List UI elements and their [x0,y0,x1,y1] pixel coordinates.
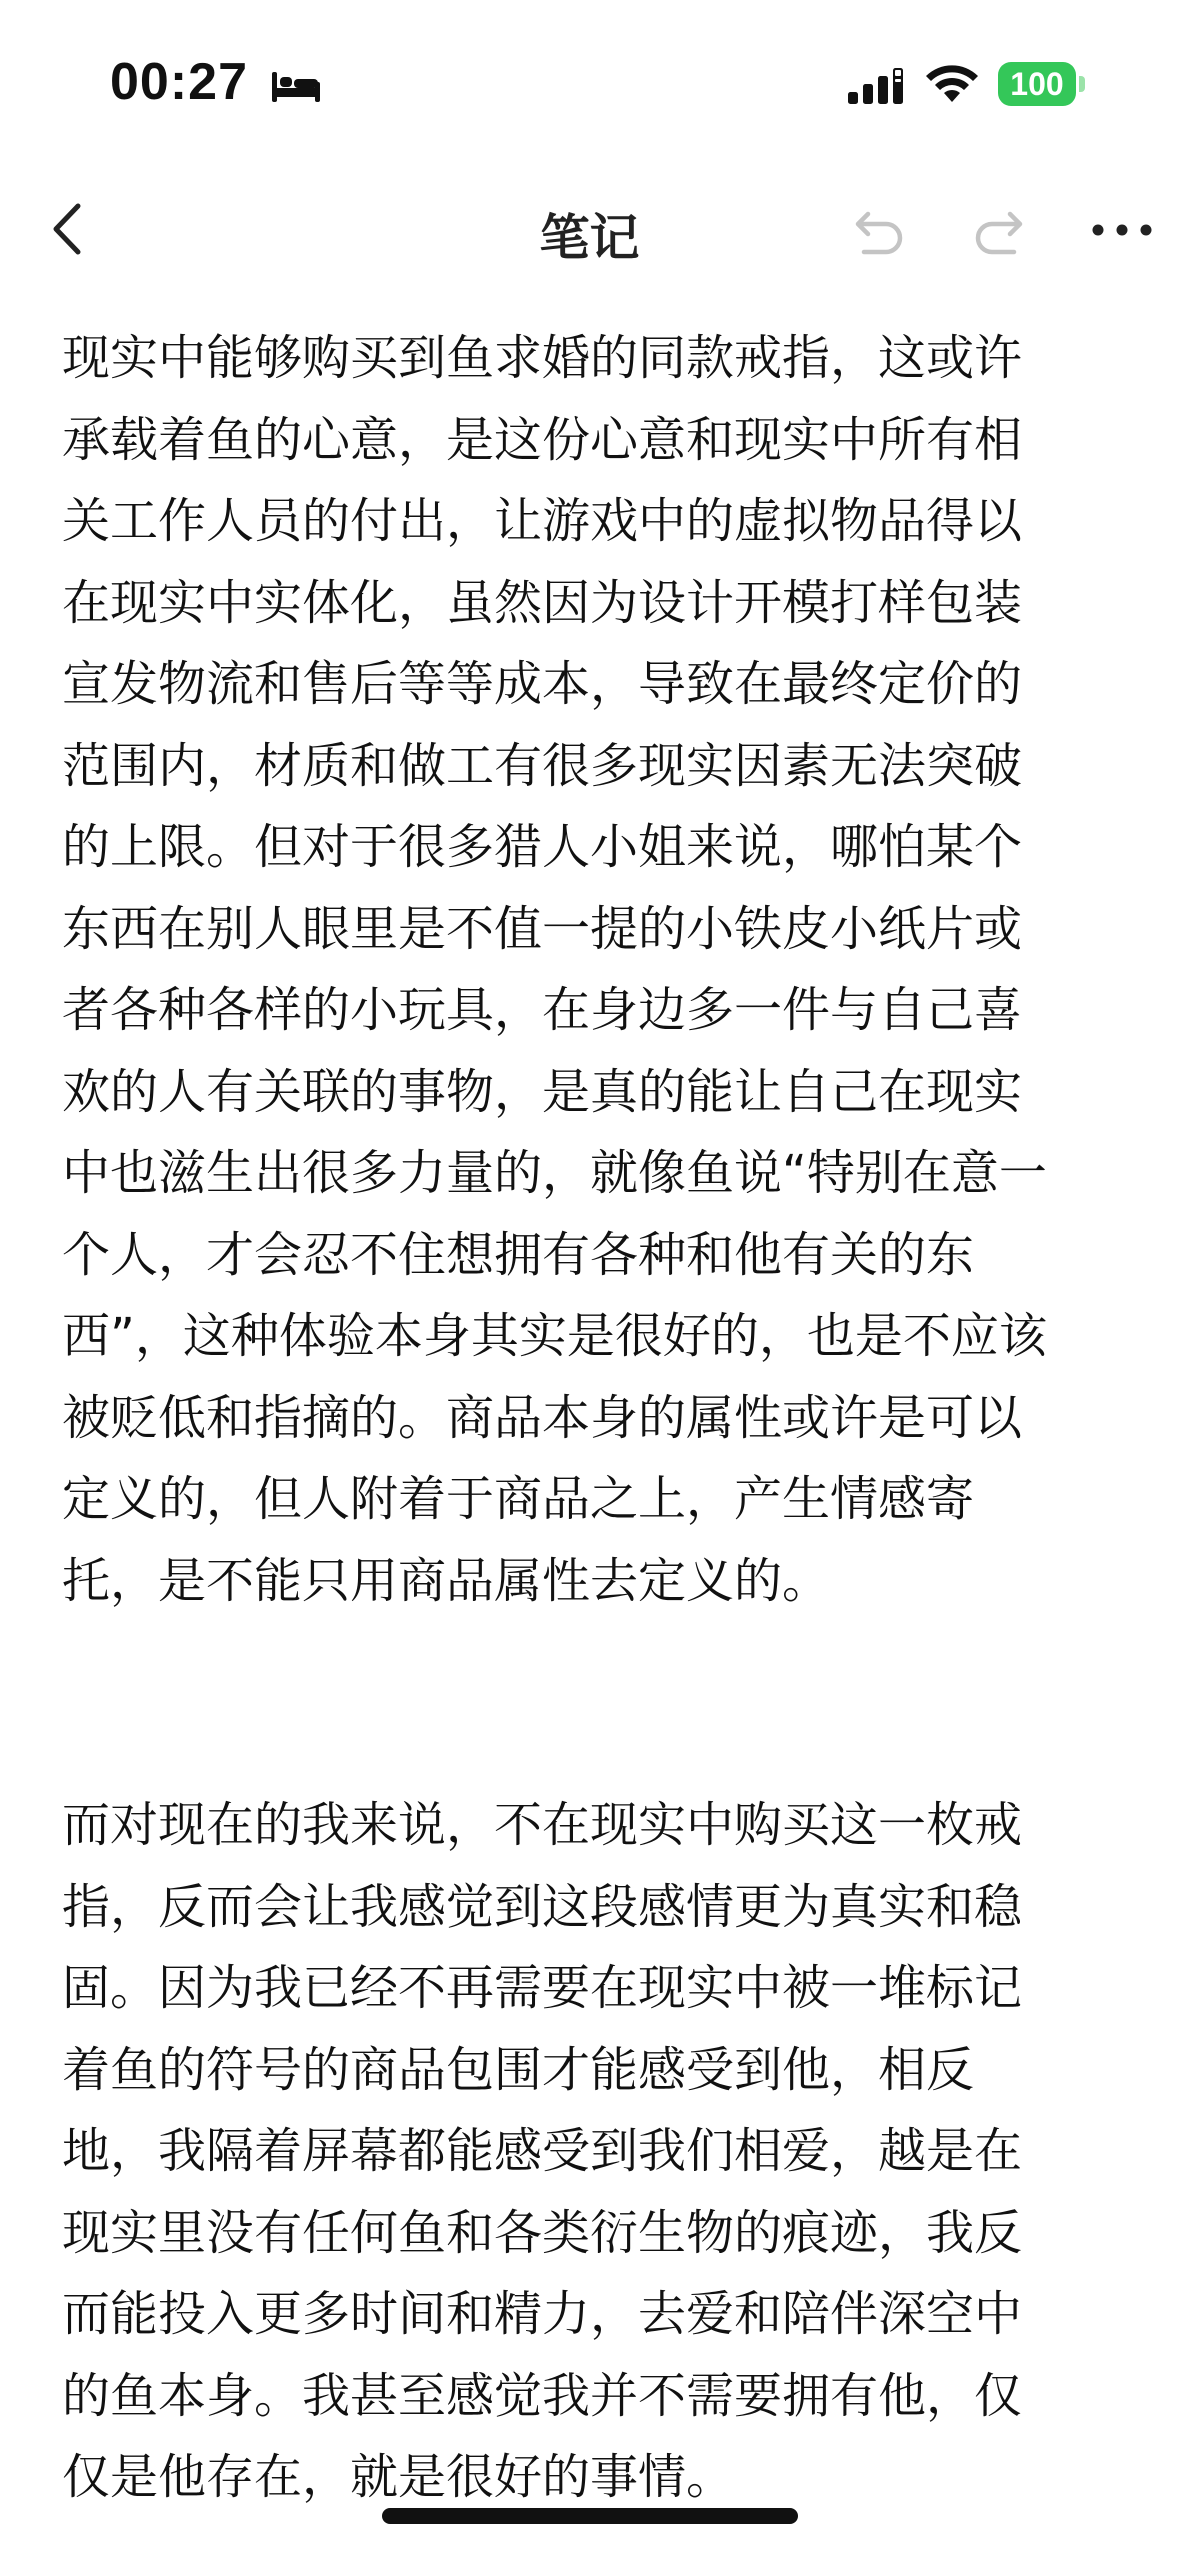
note-line: 的上限。但对于很多猎人小姐来说，哪怕某个 [62,819,1023,875]
note-line: 仅是他存在，就是很好的事情。 [62,2449,735,2505]
note-line: 定义的，但人附着于商品之上，产生情感寄 [62,1471,975,1527]
note-line: 者各种各样的小玩具，在身边多一件与自己喜 [62,982,1023,1038]
note-line: 个人，才会忍不住想拥有各种和他有关的东 [62,1226,975,1283]
cellular-signal-icon [846,64,908,108]
battery-cap [1079,76,1085,92]
note-line: 现实里没有任何鱼和各类衍生物的痕迹，我反 [62,2204,1023,2261]
note-line: 关工作人员的付出，让游戏中的虚拟物品得以 [62,493,1023,549]
note-line: 指，反而会让我感觉到这段感情更为真实和稳 [62,1878,1023,1935]
note-paragraph-1 [62,318,1124,1622]
note-line: 宣发物流和售后等等成本，导致在最终定价的 [62,656,1023,712]
note-line: 而对现在的我来说，不在现实中购买这一枚戒 [62,1797,1023,1853]
status-time: 00:27 [110,53,248,111]
wifi-icon [924,62,980,106]
note-line: 在现实中实体化，虽然因为设计开模打样包装 [62,574,1023,631]
battery-level: 100 [998,62,1076,106]
page-title: 笔记 [539,209,640,267]
note-line: 的鱼本身。我甚至感觉我并不需要拥有他，仅 [62,2367,1023,2424]
note-line: 西”，这种体验本身其实是很好的，也是不应该 [62,1308,1047,1364]
more-horizontal-icon[interactable] [1090,206,1154,254]
note-line: 托，是不能只用商品属性去定义的。 [62,1552,831,1609]
navigation-bar [0,170,1179,290]
note-line: 固。因为我已经不再需要在现实中被一堆标记 [62,1960,1023,2016]
note-line: 现实中能够购买到鱼求婚的同款戒指，这或许 [62,330,1023,386]
undo-icon[interactable] [848,200,910,260]
home-indicator[interactable] [382,2508,798,2524]
note-line: 而能投入更多时间和精力，去爱和陪伴深空中 [62,2286,1023,2342]
note-line: 欢的人有关联的事物，是真的能让自己在现实 [62,1063,1023,1120]
bed-icon [270,68,322,104]
battery-indicator [998,62,1088,106]
note-line: 范围内，材质和做工有很多现实因素无法突破 [62,737,1023,794]
note-line: 地，我隔着屏幕都能感受到我们相爱，越是在 [62,2123,1023,2179]
redo-icon[interactable] [968,200,1030,260]
note-paragraph-2 [62,1785,1124,2519]
status-bar [0,0,1179,170]
note-line: 被贬低和指摘的。商品本身的属性或许是可以 [62,1389,1023,1446]
note-editor[interactable] [62,318,1124,2519]
note-line: 着鱼的符号的商品包围才能感受到他，相反 [62,2041,975,2098]
note-line: 中也滋生出很多力量的，就像鱼说“特别在意一 [62,1145,1047,1201]
note-line: 东西在别人眼里是不值一提的小铁皮小纸片或 [62,900,1023,957]
chevron-left-icon[interactable] [40,194,100,264]
paragraph-spacer [62,1622,1124,1785]
note-line: 承载着鱼的心意，是这份心意和现实中所有相 [62,411,1023,468]
